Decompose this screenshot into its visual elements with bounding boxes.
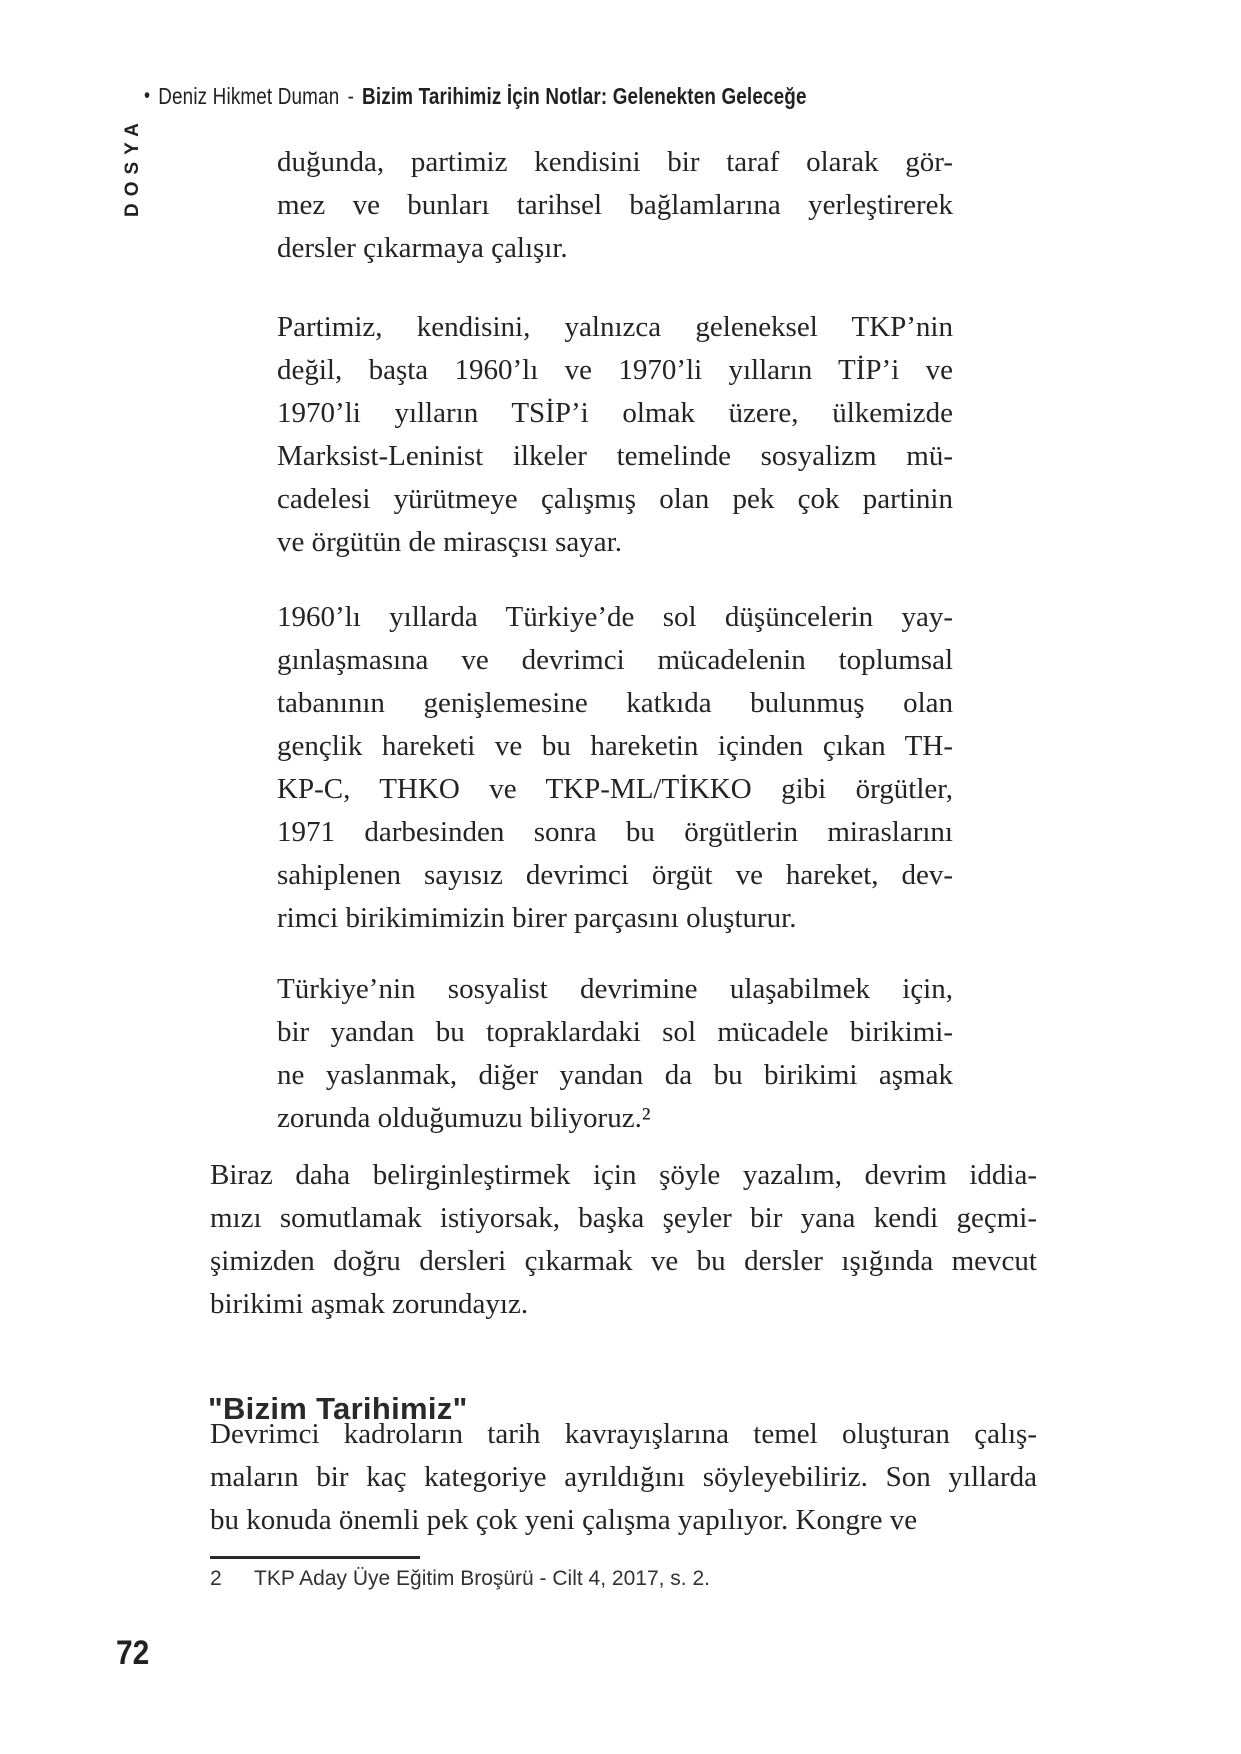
text-line: cadelesi yürütmeye çalışmış olan pek çok partinin	[277, 483, 953, 515]
text-line: değil, başta 1960’lı ve 1970’li yılların TİP’i ve	[277, 354, 953, 386]
blockquote-2	[277, 306, 953, 564]
text-line: bir yandan bu topraklardaki sol mücadele birikimi-	[277, 1016, 953, 1048]
footnote	[210, 1565, 710, 1593]
footnote-text: TKP Aday Üye Eğitim Broşürü - Cilt 4, 2017, s. 2.	[254, 1567, 710, 1590]
page-number: 72	[116, 1634, 150, 1672]
text-line: bu konuda önemli pek çok yeni çalışma yapılıyor. Kongre ve	[210, 1504, 918, 1536]
header-bullet-icon: •	[144, 84, 151, 107]
blockquote-3	[277, 596, 953, 940]
text-line: ne yaslanmak, diğer yandan da bu birikimi aşmak	[277, 1059, 953, 1091]
text-line: duğunda, partimiz kendisini bir taraf olarak gör-	[277, 146, 953, 178]
body-paragraph-1	[210, 1154, 1037, 1326]
text-line: Türkiye’nin sosyalist devrimine ulaşabilmek için,	[277, 973, 953, 1005]
blockquote-4	[277, 968, 953, 1140]
text-line: mez ve bunları tarihsel bağlamlarına yerleştirerek	[277, 189, 953, 221]
text-line: mızı somutlamak istiyorsak, başka şeyler bir yana kendi geçmi-	[210, 1202, 1037, 1234]
text-line: birikimi aşmak zorundayız.	[210, 1288, 529, 1320]
text-line: ve örgütün de mirasçısı sayar.	[277, 526, 622, 558]
text-line: 1970’li yılların TSİP’i olmak üzere, ülkemizde	[277, 397, 953, 429]
text-line: maların bir kaç kategoriye ayrıldığını söyleyebiliriz. Son yıllarda	[210, 1461, 1037, 1493]
text-line: Marksist-Leninist ilkeler temelinde sosyalizm mü-	[277, 440, 953, 472]
footnote-number: 2	[210, 1567, 222, 1590]
text-line: zorunda olduğumuzu biliyoruz.²	[277, 1102, 651, 1134]
text-line: gınlaşmasına ve devrimci mücadelenin toplumsal	[277, 644, 953, 676]
text-line: 1960’lı yıllarda Türkiye’de sol düşüncelerin yay-	[277, 601, 953, 633]
text-line: Devrimci kadroların tarih kavrayışlarına temel oluşturan çalış-	[210, 1418, 1037, 1450]
text-line: dersler çıkarmaya çalışır.	[277, 232, 568, 264]
blockquote-1	[277, 141, 953, 270]
text-line: sahiplenen sayısız devrimci örgüt ve hareket, dev-	[277, 859, 953, 891]
header-author: Deniz Hikmet Duman	[158, 83, 340, 109]
text-line: Partimiz, kendisini, yalnızca geleneksel TKP’nin	[277, 311, 953, 343]
header-separator: -	[347, 83, 354, 109]
section-heading: "Bizim Tarihimiz"	[208, 1390, 468, 1426]
running-header	[144, 84, 807, 110]
text-line: tabanının genişlemesine katkıda bulunmuş olan	[277, 687, 953, 719]
header-article-title: Bizim Tarihimiz İçin Notlar: Gelenekten Geleceğe	[362, 83, 807, 109]
body-paragraph-2	[210, 1413, 1037, 1542]
text-line: şimizden doğru dersleri çıkarmak ve bu dersler ışığında mevcut	[210, 1245, 1037, 1277]
text-line: rimci birikimimizin birer parçasını oluşturur.	[277, 902, 797, 934]
text-line: KP-C, THKO ve TKP-ML/TİKKO gibi örgütler,	[277, 773, 953, 805]
text-line: gençlik hareketi ve bu hareketin içinden çıkan TH-	[277, 730, 953, 762]
section-label-vertical: DOSYA	[122, 116, 143, 217]
text-line: 1971 darbesinden sonra bu örgütlerin miraslarını	[277, 816, 953, 848]
text-line: Biraz daha belirginleştirmek için şöyle yazalım, devrim iddia-	[210, 1159, 1037, 1191]
footnote-rule	[210, 1556, 420, 1559]
